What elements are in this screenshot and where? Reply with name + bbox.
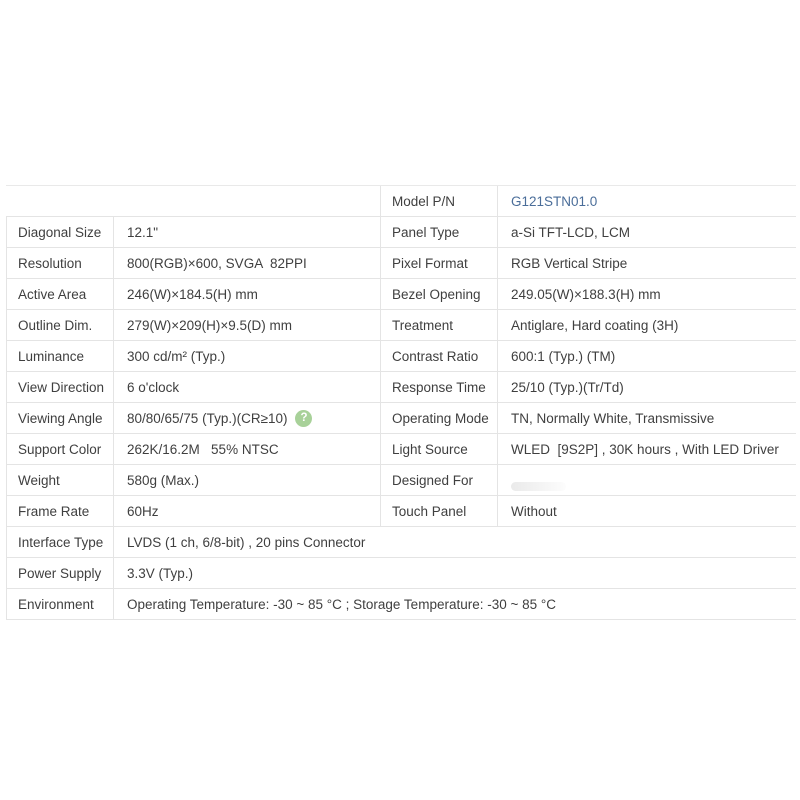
spec-value-light-source: WLED [9S2P] , 30K hours , With LED Driver xyxy=(497,434,796,465)
spec-label-view-direction: View Direction xyxy=(6,372,113,403)
spec-value-resolution: 800(RGB)×600, SVGA 82PPI xyxy=(113,248,380,279)
spec-value-touch-panel: Without xyxy=(497,496,796,527)
spec-value-interface-type: LVDS (1 ch, 6/8-bit) , 20 pins Connector xyxy=(113,527,796,558)
spec-label-touch-panel: Touch Panel xyxy=(380,496,497,527)
spec-row xyxy=(6,372,796,403)
spec-label-diagonal-size: Diagonal Size xyxy=(6,217,113,248)
spec-label-panel-type: Panel Type xyxy=(380,217,497,248)
spec-value-contrast-ratio: 600:1 (Typ.) (TM) xyxy=(497,341,796,372)
spec-value-bezel-opening: 249.05(W)×188.3(H) mm xyxy=(497,279,796,310)
spec-row xyxy=(6,527,796,558)
spec-row xyxy=(6,558,796,589)
spec-label-operating-mode: Operating Mode xyxy=(380,403,497,434)
help-icon[interactable]: ? xyxy=(295,410,312,427)
blank-cell xyxy=(6,186,113,217)
spec-label-interface-type: Interface Type xyxy=(6,527,113,558)
spec-row xyxy=(6,434,796,465)
spec-value-outline-dim: 279(W)×209(H)×9.5(D) mm xyxy=(113,310,380,341)
spec-value-frame-rate: 60Hz xyxy=(113,496,380,527)
spec-value-support-color: 262K/16.2M 55% NTSC xyxy=(113,434,380,465)
spec-row-model xyxy=(6,186,796,217)
spec-label-model-pn: Model P/N xyxy=(380,186,497,217)
spec-value-designed-for xyxy=(497,465,796,496)
spec-value-panel-type: a-Si TFT-LCD, LCM xyxy=(497,217,796,248)
spec-label-frame-rate: Frame Rate xyxy=(6,496,113,527)
spec-label-support-color: Support Color xyxy=(6,434,113,465)
spec-label-outline-dim: Outline Dim. xyxy=(6,310,113,341)
spec-value-response-time: 25/10 (Typ.)(Tr/Td) xyxy=(497,372,796,403)
spec-row xyxy=(6,403,796,434)
spec-row xyxy=(6,341,796,372)
spec-value-weight: 580g (Max.) xyxy=(113,465,380,496)
spec-label-light-source: Light Source xyxy=(380,434,497,465)
spec-row xyxy=(6,248,796,279)
spec-label-treatment: Treatment xyxy=(380,310,497,341)
spec-value-environment: Operating Temperature: -30 ~ 85 °C ; Storage Temperature: -30 ~ 85 °C xyxy=(113,589,796,620)
spec-label-designed-for: Designed For xyxy=(380,465,497,496)
spec-label-resolution: Resolution xyxy=(6,248,113,279)
spec-value-active-area: 246(W)×184.5(H) mm xyxy=(113,279,380,310)
spec-row xyxy=(6,465,796,496)
lcd-spec-table xyxy=(6,185,796,620)
spec-value-viewing-angle xyxy=(113,403,380,434)
blank-cell xyxy=(113,186,380,217)
spec-label-environment: Environment xyxy=(6,589,113,620)
spec-row xyxy=(6,279,796,310)
viewing-angle-text: 80/80/65/75 (Typ.)(CR≥10) xyxy=(127,410,288,426)
spec-label-luminance: Luminance xyxy=(6,341,113,372)
spec-label-weight: Weight xyxy=(6,465,113,496)
spec-label-pixel-format: Pixel Format xyxy=(380,248,497,279)
spec-label-bezel-opening: Bezel Opening xyxy=(380,279,497,310)
spec-value-diagonal-size: 12.1" xyxy=(113,217,380,248)
spec-value-pixel-format: RGB Vertical Stripe xyxy=(497,248,796,279)
spec-label-contrast-ratio: Contrast Ratio xyxy=(380,341,497,372)
spec-value-treatment: Antiglare, Hard coating (3H) xyxy=(497,310,796,341)
spec-label-viewing-angle: Viewing Angle xyxy=(6,403,113,434)
spec-label-power-supply: Power Supply xyxy=(6,558,113,589)
spec-value-luminance: 300 cd/m² (Typ.) xyxy=(113,341,380,372)
spec-row xyxy=(6,217,796,248)
designed-for-faded-content xyxy=(511,482,566,491)
spec-value-operating-mode: TN, Normally White, Transmissive xyxy=(497,403,796,434)
spec-label-response-time: Response Time xyxy=(380,372,497,403)
spec-row xyxy=(6,310,796,341)
spec-row xyxy=(6,496,796,527)
spec-label-active-area: Active Area xyxy=(6,279,113,310)
spec-value-power-supply: 3.3V (Typ.) xyxy=(113,558,796,589)
spec-value-view-direction: 6 o'clock xyxy=(113,372,380,403)
spec-row xyxy=(6,589,796,620)
model-number-link[interactable]: G121STN01.0 xyxy=(497,186,796,217)
